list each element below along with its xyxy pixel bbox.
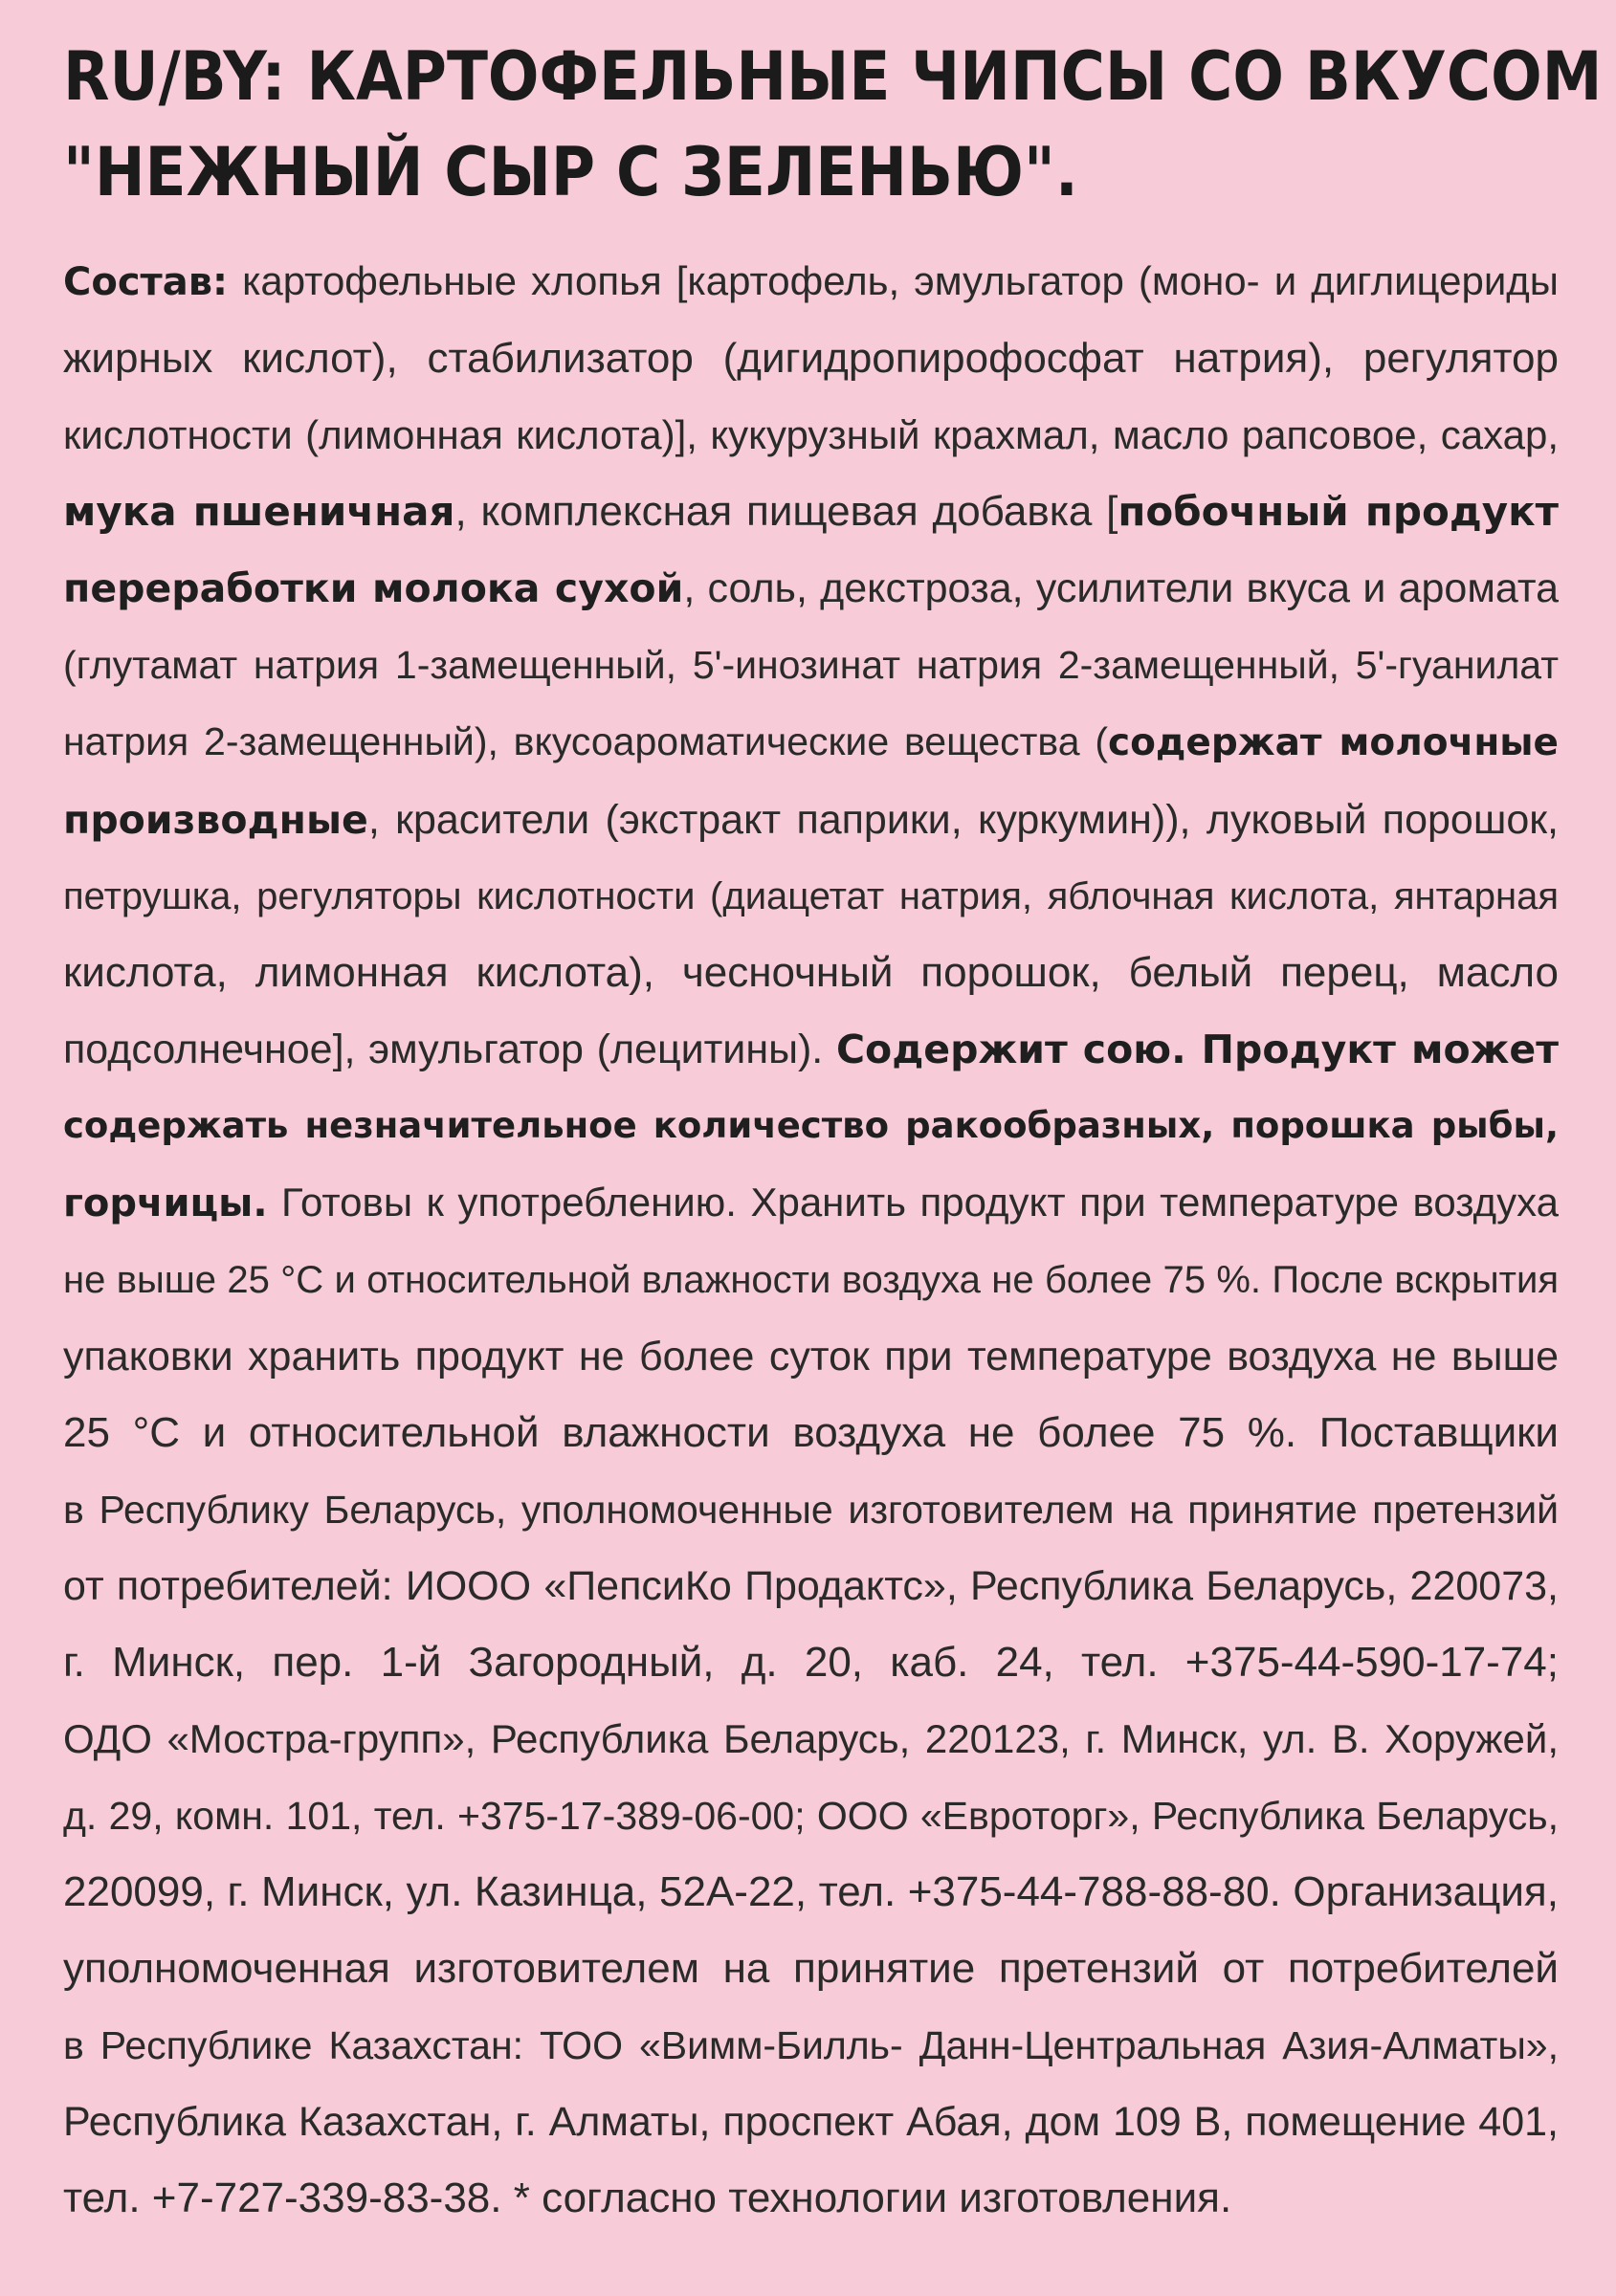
bold-text-segment: содержать незначительное количество ракообразных, порошка рыбы, (63, 1105, 1559, 1146)
bold-text-segment: производные (63, 797, 368, 843)
product-title-line: RU/BY: КАРТОФЕЛЬНЫЕ ЧИПСЫ СО ВКУСОМ (63, 37, 1603, 116)
text-segment: д. 29, комн. 101, тел. +375-17-389-06-00; ООО «Евроторг», Республика Беларусь, (63, 1794, 1559, 1838)
text-segment: от потребителей: ИООО «ПепсиКо Продактс», Республика Беларусь, 220073, (63, 1563, 1559, 1609)
text-segment: , комплексная пищевая добавка [ (454, 488, 1118, 535)
text-segment: натрия 2-замещенный), вкусоароматические вещества ( (63, 719, 1109, 763)
bold-text-segment: Содержит сою. Продукт может (835, 1027, 1559, 1072)
text-segment: подсолнечное], эмульгатор (лецитины). (63, 1027, 836, 1072)
bold-text-segment: побочный продукт (1118, 488, 1559, 535)
text-segment: жирных кислот), стабилизатор (дигидропирофосфат натрия), регулятор (63, 335, 1559, 382)
text-line (63, 782, 1559, 858)
text-line (63, 627, 1559, 703)
text-segment: кислота, лимонная кислота), чесночный порошок, белый перец, масло (63, 949, 1559, 996)
text-line (63, 1011, 1559, 1088)
text-line (63, 703, 1559, 782)
text-segment: упаковки хранить продукт не более суток при температуре воздуха не выше (63, 1334, 1559, 1380)
text-segment: уполномоченная изготовителем на принятие претензий от потребителей (63, 1945, 1559, 1992)
text-segment: , соль, декстроза, усилители вкуса и аромата (683, 565, 1559, 611)
product-title (63, 29, 1603, 220)
text-line (63, 1471, 1559, 1548)
text-line (63, 1624, 1559, 1701)
text-segment: картофельные хлопья [картофель, эмульгатор (моно- и диглицериды (228, 258, 1559, 303)
text-line (63, 1164, 1559, 1242)
text-segment: 220099, г. Минск, ул. Казинца, 52А-22, тел. +375-44-788-88-80. Организация, (63, 1868, 1559, 1915)
text-line (63, 320, 1559, 397)
text-segment: ОДО «Мостра-групп», Республика Беларусь, 220123, г. Минск, ул. В. Хоружей, (63, 1716, 1559, 1761)
bold-text-segment: Состав: (63, 260, 229, 304)
text-line (63, 2007, 1559, 2084)
bold-text-segment: мука пшеничная (63, 488, 455, 535)
bold-text-segment: горчицы. (63, 1181, 268, 1225)
text-segment: не выше 25 °С и относительной влажности воздуха не более 75 %. После вскрытия (63, 1259, 1559, 1301)
product-title-line: "НЕЖНЫЙ СЫР С ЗЕЛЕНЬЮ". (63, 133, 1078, 211)
text-segment: петрушка, регуляторы кислотности (диацетат натрия, яблочная кислота, янтарная (63, 875, 1559, 917)
text-line (63, 858, 1559, 935)
text-segment: Республика Казахстан, г. Алматы, проспект Абая, дом 109 В, помещение 401, (63, 2099, 1559, 2145)
text-segment: в Республике Казахстан: ТОО «Вимм-Билль- Данн-Центральная Азия-Алматы», (63, 2023, 1559, 2067)
text-line (63, 1088, 1559, 1164)
text-line (63, 1701, 1559, 1777)
text-segment: г. Минск, пер. 1-й Загородный, д. 20, каб. 24, тел. +375-44-590-17-74; (63, 1639, 1559, 1686)
text-segment: в Республику Беларусь, уполномоченные изготовителем на принятие претензий (63, 1488, 1559, 1532)
text-line (63, 2160, 1559, 2237)
text-segment: тел. +7-727-339-83-38. * согласно технологии изготовления. (63, 2175, 1232, 2221)
text-line (63, 1548, 1559, 1624)
text-segment: кислотности (лимонная кислота)], кукурузный крахмал, масло рапсовое, сахар, (63, 412, 1559, 457)
text-line (63, 397, 1559, 474)
composition-text (63, 243, 1559, 2237)
bold-text-segment: содержат молочные (1108, 721, 1559, 764)
text-segment: (глутамат натрия 1-замещенный, 5'-инозинат натрия 2-замещенный, 5'-гуанилат (63, 643, 1559, 687)
text-segment: , красители (экстракт паприки, куркумин)), луковый порошок, (367, 797, 1559, 843)
text-line (63, 474, 1559, 550)
text-segment: 25 °С и относительной влажности воздуха не более 75 %. Поставщики (63, 1409, 1559, 1456)
text-line (63, 2084, 1559, 2160)
bold-text-segment: переработки молока сухой (63, 565, 684, 611)
text-line (63, 935, 1559, 1011)
text-line (63, 1242, 1559, 1318)
text-line (63, 1395, 1559, 1471)
text-line (63, 1854, 1559, 1931)
text-line (63, 1318, 1559, 1395)
text-line (63, 1777, 1559, 1854)
text-line (63, 550, 1559, 627)
text-line (63, 243, 1559, 320)
text-segment: Готовы к употреблению. Хранить продукт при температуре воздуха (267, 1180, 1559, 1225)
text-line (63, 1931, 1559, 2007)
